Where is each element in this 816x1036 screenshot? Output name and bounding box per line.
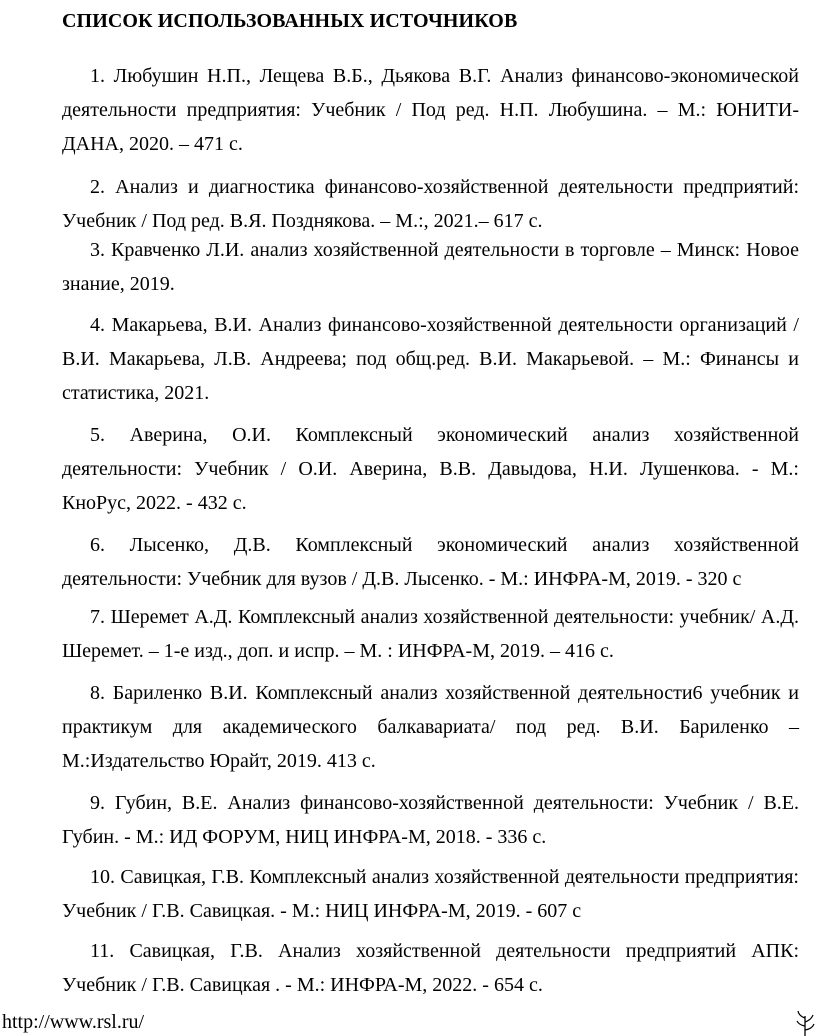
reference-item-9 bbox=[62, 786, 799, 854]
reference-number: 8. bbox=[90, 682, 105, 704]
reference-text: Шеремет А.Д. Комплексный анализ хозяйственной деятельности: учебник/ А.Д. Шеремет. – 1-е изд., доп. и испр. – М. : ИНФРА-М, 2019. – 416 с. bbox=[62, 606, 799, 662]
reference-item-2 bbox=[62, 170, 799, 238]
reference-text: Губин, В.Е. Анализ финансово-хозяйственной деятельности: Учебник / В.Е. Губин. - М.: ИД ФОРУМ, НИЦ ИНФРА-М, 2018. - 336 с. bbox=[62, 792, 799, 848]
reference-item-5 bbox=[62, 418, 799, 520]
reference-number: 3. bbox=[90, 239, 105, 261]
reference-text: Лысенко, Д.В. Комплексный экономический анализ хозяйственной деятельности: Учебник для вузов / Д.В. Лысенко. - М.: ИНФРА-М, 2019. - 320 с bbox=[62, 534, 800, 590]
reference-number: 4. bbox=[90, 314, 105, 336]
reference-item-8 bbox=[62, 676, 799, 778]
reference-text: Любушин Н.П., Лещева В.Б., Дьякова В.Г. Анализ финансово-экономической деятельности предприятия: Учебник / Под ред. Н.П. Любушина. – М.: ЮНИТИ-ДАНА, 2020. – 471 с. bbox=[62, 65, 800, 155]
reference-text: Кравченко Л.И. анализ хозяйственной деятельности в торговле – Минск: Новое знание, 2019. bbox=[62, 239, 799, 295]
reference-item-1 bbox=[62, 59, 799, 161]
reference-text: Савицкая, Г.В. Анализ хозяйственной деятельности предприятий АПК: Учебник / Г.В. Савицкая . - М.: ИНФРА-М, 2022. - 654 с. bbox=[62, 940, 800, 996]
reference-text: Аверина, О.И. Комплексный экономический анализ хозяйственной деятельности: Учебник / О.И. Аверина, В.В. Давыдова, Н.И. Лушенкова. - М.: КноРус, 2022. - 432 с. bbox=[62, 424, 799, 514]
signature-sprig-icon bbox=[795, 1010, 816, 1036]
reference-number: 10. bbox=[90, 866, 115, 888]
reference-number: 5. bbox=[90, 424, 105, 446]
reference-number: 7. bbox=[90, 606, 105, 628]
reference-text: Макарьева, В.И. Анализ финансово-хозяйственной деятельности организаций / В.И. Макарьева, Л.В. Андреева; под общ.ред. В.И. Макарьевой. – М.: Финансы и статистика, 2021. bbox=[62, 314, 799, 404]
reference-item-6 bbox=[62, 528, 799, 596]
page-title: СПИСОК ИСПОЛЬЗОВАННЫХ ИСТОЧНИКОВ bbox=[62, 10, 518, 32]
reference-item-7 bbox=[62, 600, 799, 668]
reference-number: 9. bbox=[90, 792, 105, 814]
reference-number: 2. bbox=[90, 176, 105, 198]
reference-item-11 bbox=[62, 934, 799, 1002]
reference-text: Бариленко В.И. Комплексный анализ хозяйственной деятельности6 учебник и практикум для академического балкавариата/ под ред. В.И. Бариленко – М.:Издательство Юрайт, 2019. 413 с. bbox=[62, 682, 799, 772]
reference-item-3 bbox=[62, 233, 799, 301]
reference-number: 1. bbox=[90, 65, 105, 87]
reference-number: 11. bbox=[90, 940, 115, 962]
reference-item-4 bbox=[62, 308, 799, 410]
reference-text: Анализ и диагностика финансово-хозяйственной деятельности предприятий: Учебник / Под ред. В.Я. Позднякова. – М.:, 2021.– 617 с. bbox=[62, 176, 800, 232]
source-link[interactable]: http://www.rsl.ru/ bbox=[2, 1011, 145, 1033]
reference-text: Савицкая, Г.В. Комплексный анализ хозяйственной деятельности предприятия: Учебник / Г.В. Савицкая. - М.: НИЦ ИНФРА-М, 2019. - 607 с bbox=[62, 866, 799, 922]
reference-item-10 bbox=[62, 860, 799, 928]
reference-number: 6. bbox=[90, 534, 105, 556]
